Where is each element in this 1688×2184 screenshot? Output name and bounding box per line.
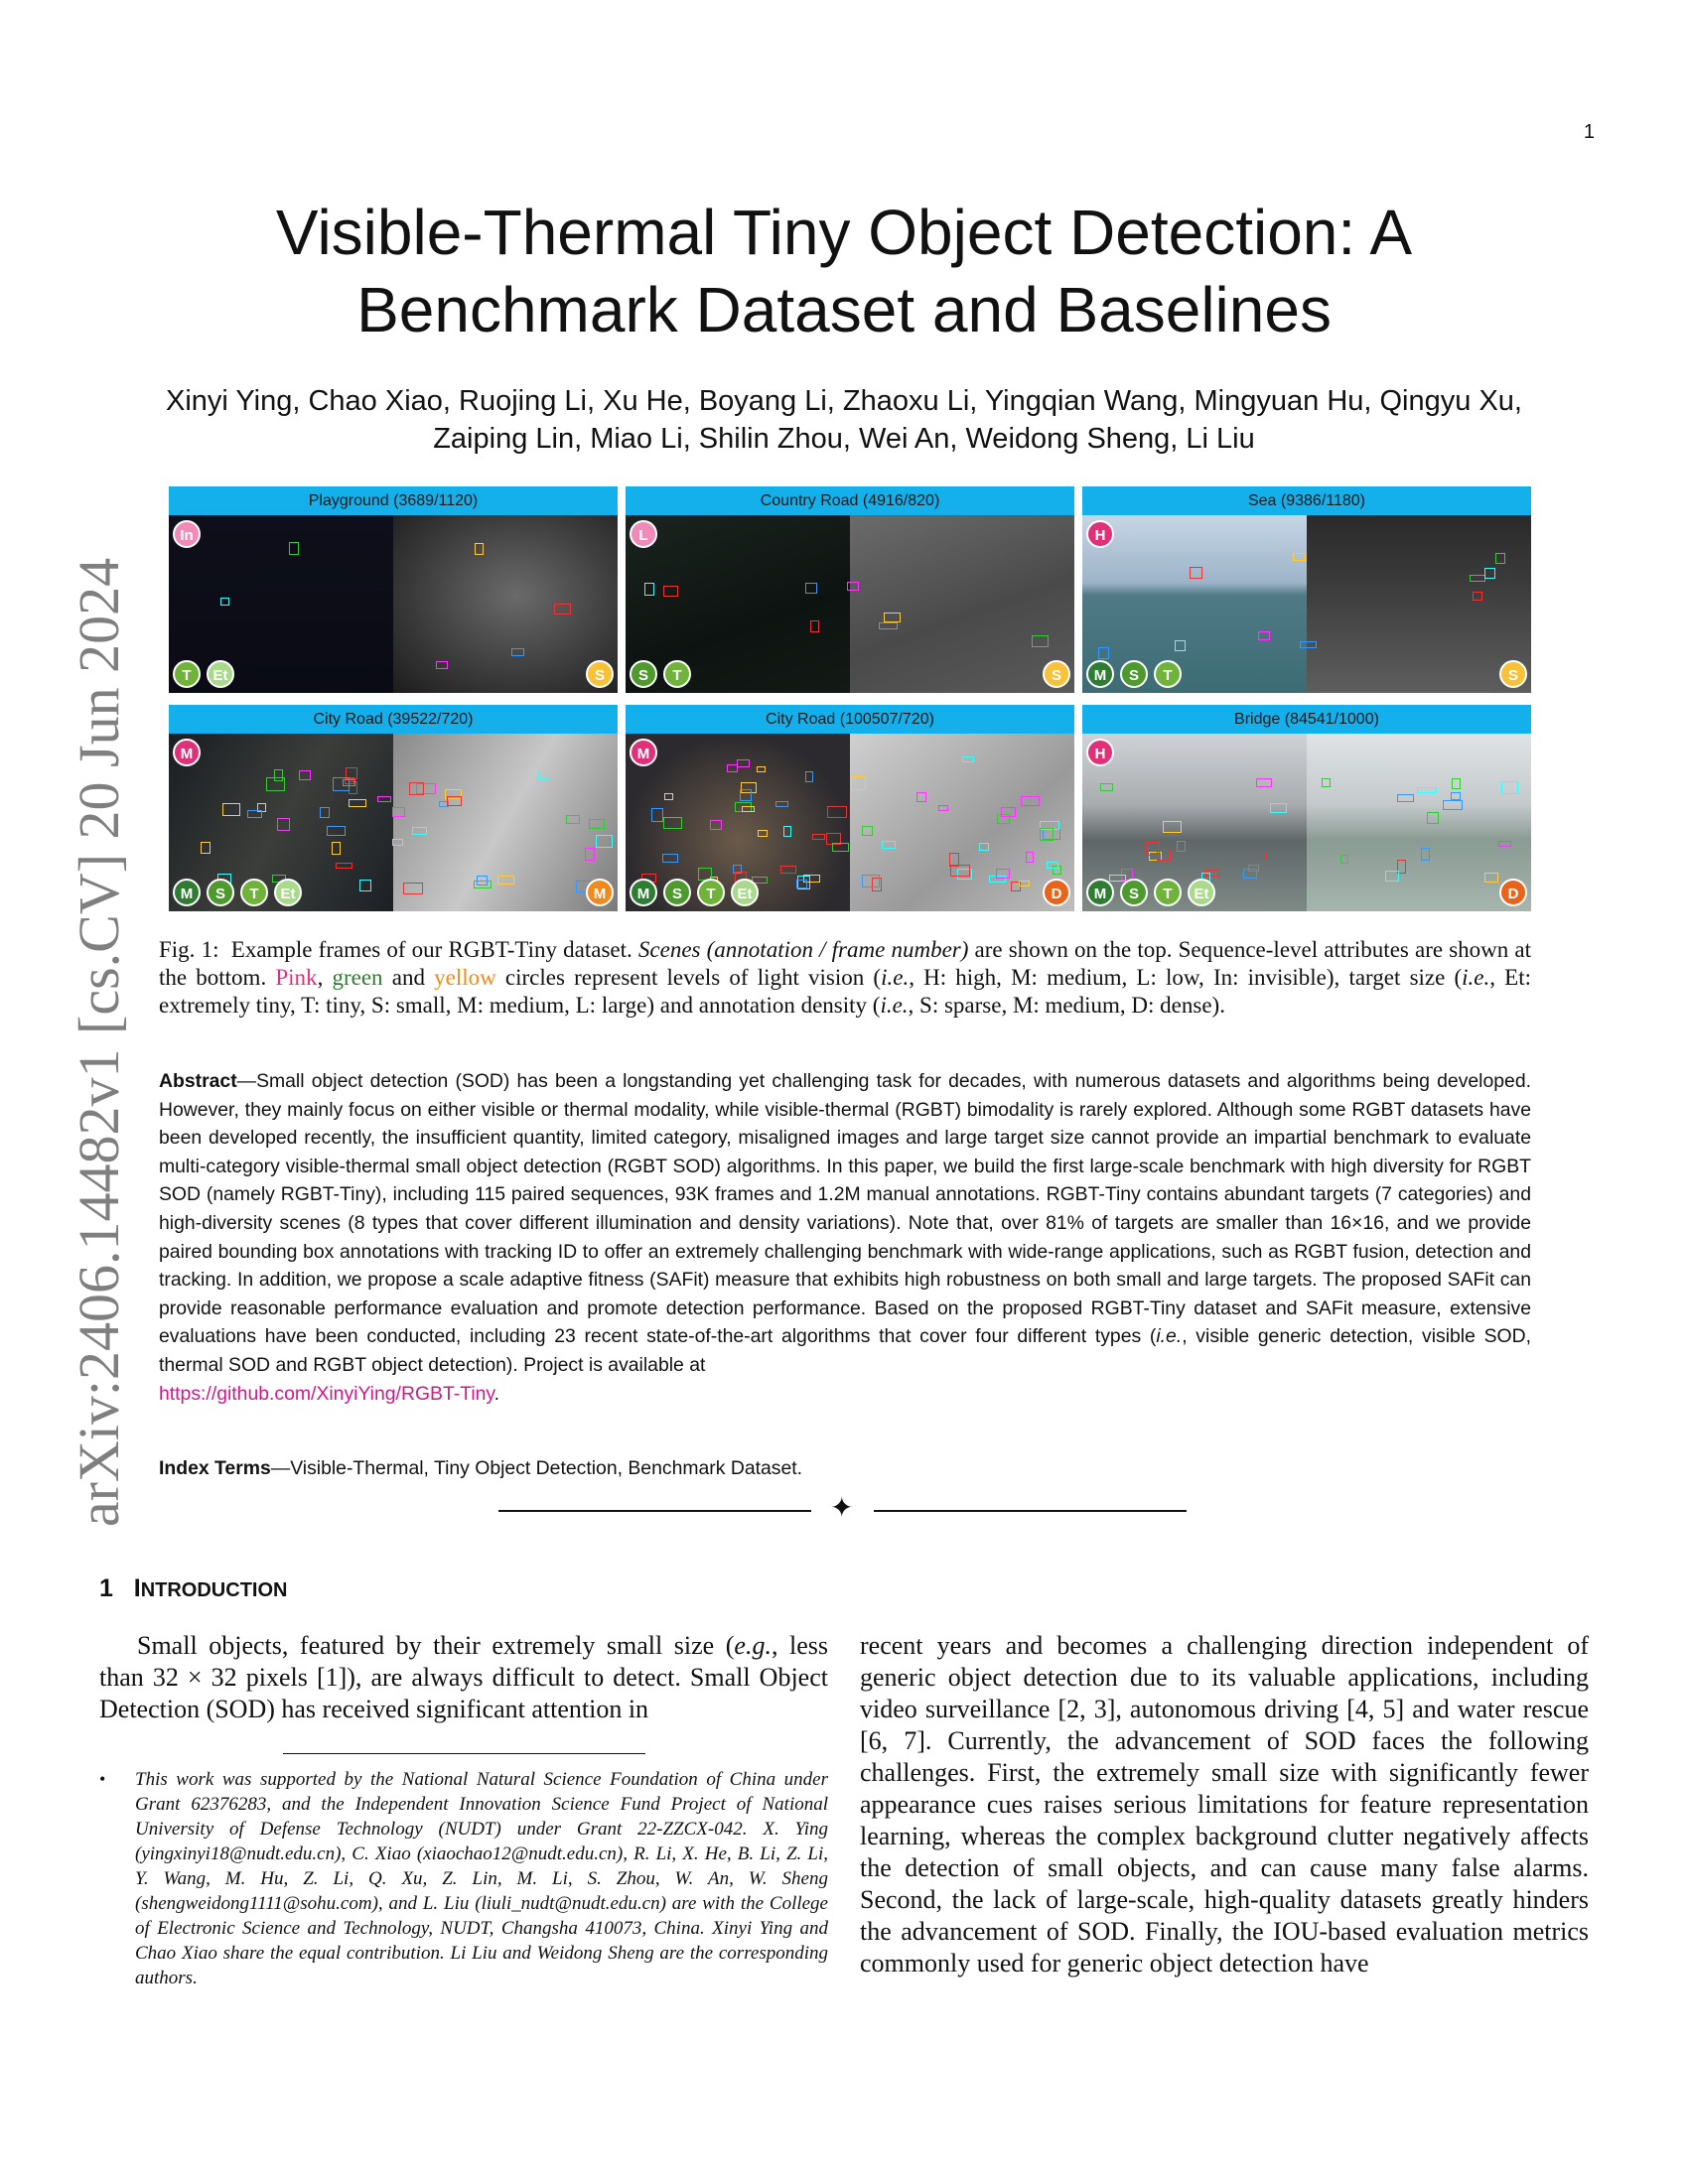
annotation-box bbox=[1300, 641, 1317, 648]
visible-image bbox=[1082, 515, 1307, 693]
caption-label: Fig. 1: bbox=[159, 937, 219, 962]
annotation-box bbox=[710, 820, 721, 831]
annotation-box bbox=[327, 826, 346, 835]
annotation-box bbox=[566, 815, 580, 824]
annotation-box bbox=[847, 582, 859, 591]
target-size-badge: Et bbox=[274, 879, 302, 906]
panel-image bbox=[1082, 515, 1531, 693]
figure-panel bbox=[1082, 486, 1531, 693]
light-level-badge: H bbox=[1086, 739, 1114, 766]
annotation-box bbox=[1243, 869, 1257, 879]
page-number: 1 bbox=[1583, 121, 1595, 143]
annotation-box bbox=[392, 807, 405, 817]
visible-image bbox=[626, 515, 850, 693]
annotation-box bbox=[1270, 803, 1286, 813]
annotation-box bbox=[1470, 575, 1485, 582]
panel-title: Sea (9386/1180) bbox=[1082, 486, 1531, 515]
panel-title: Country Road (4916/820) bbox=[626, 486, 1074, 515]
caption-text: Example frames of our RGBT-Tiny dataset. bbox=[230, 937, 633, 962]
section-title: NTRODUCTION bbox=[140, 1579, 288, 1601]
annotation-box bbox=[758, 830, 768, 837]
density-badge: S bbox=[1043, 660, 1070, 688]
light-level-badge: M bbox=[173, 739, 201, 766]
annotation-box bbox=[1397, 794, 1414, 802]
annotation-box bbox=[727, 764, 738, 772]
annotation-box bbox=[1498, 841, 1511, 847]
caption-text: Scenes (annotation / frame number) bbox=[637, 937, 969, 962]
annotation-box bbox=[805, 771, 813, 781]
annotation-box bbox=[663, 586, 678, 597]
annotation-box bbox=[222, 803, 241, 815]
annotation-box bbox=[1175, 640, 1186, 651]
target-size-badge: M bbox=[1086, 879, 1114, 906]
annotation-box bbox=[1293, 553, 1306, 561]
light-level-badge: In bbox=[173, 520, 201, 548]
target-size-badge: Et bbox=[731, 879, 759, 906]
density-badge: D bbox=[1499, 879, 1527, 906]
annotation-box bbox=[664, 793, 672, 800]
annotation-box bbox=[796, 880, 808, 888]
body-text: Small objects, featured by their extremely small size ( bbox=[137, 1631, 735, 1660]
light-level-badge: L bbox=[630, 520, 657, 548]
annotation-box bbox=[1098, 647, 1109, 659]
annotation-box bbox=[436, 661, 448, 669]
abstract-text: . bbox=[493, 1382, 500, 1405]
annotation-box bbox=[644, 583, 654, 596]
thermal-image bbox=[1307, 515, 1531, 693]
annotation-box bbox=[554, 604, 571, 614]
annotation-box bbox=[392, 839, 403, 846]
light-level-badge: M bbox=[630, 739, 657, 766]
annotation-box bbox=[879, 622, 898, 628]
panel-image bbox=[169, 515, 618, 693]
target-size-badge: T bbox=[173, 660, 201, 688]
right-column-paragraph: recent years and becomes a challenging direction independent of generic object detection due to its valuable applications, including video surveillance [2, 3], autonomous driving [4, 5] and water rescue [6, 7]. Currently, the advancement of SOD faces the following challenges. First, the extremely small size with significantly fewer appearance cues raises serious limitations for feature representation learning, whereas the complex background clutter negatively affects the detection of small objects, and can cause many false alarms. Second, the lack of large-scale, high-quality datasets greatly hinders the advancement of SOD. Finally, the IOU-based evaluation metrics commonly used for generic object detection have bbox=[860, 1631, 1589, 1978]
annotation-box bbox=[862, 826, 873, 835]
annotation-box bbox=[737, 759, 750, 767]
annotation-box bbox=[596, 835, 613, 847]
footnote: This work was supported by the National Natural Science Foundation of China under Grant 62376283, and the Independent Innovation Science Fund Project of National University of Defense Technology (NUDT) under Grant 22-ZZCX-042. X. Ying (yingxinyi18@nudt.edu.cn), C. Xiao (xiaochao12@nudt.edu.cn), R. Li, X. He, B. Li, Z. Li, Y. Wang, M. Hu, Z. Li, Q. Xu, Z. Lin, M. Li, S. Zhou, W. An, W. Sheng (shengweidong1111@sohu.com), and L. Liu (liuli_nudt@nudt.edu.cn) are with the College of Electronic Science and Technology, NUDT, Changsha 410073, China. Xinyi Ying and Chao Xiao share the equal contribution. Li Liu and Weidong Sheng are the corresponding authors. bbox=[135, 1769, 828, 1988]
annotation-box bbox=[851, 776, 867, 790]
target-size-badge: S bbox=[1120, 660, 1148, 688]
annotation-box bbox=[585, 848, 595, 861]
target-size-badge: M bbox=[1086, 660, 1114, 688]
separator-line-left bbox=[498, 1510, 811, 1512]
density-badge: S bbox=[1499, 660, 1527, 688]
annotation-box bbox=[662, 854, 679, 864]
annotation-box bbox=[1040, 828, 1054, 841]
annotation-box bbox=[740, 789, 752, 801]
thermal-image bbox=[850, 515, 1074, 693]
annotation-box bbox=[979, 843, 989, 851]
annotation-box bbox=[497, 876, 514, 885]
body-text: e.g. bbox=[734, 1631, 772, 1660]
annotation-box bbox=[475, 543, 484, 555]
caption-text: i.e. bbox=[1462, 965, 1490, 990]
visible-image bbox=[169, 515, 393, 693]
annotation-box bbox=[1443, 800, 1463, 811]
separator-diamond-icon: ✦ bbox=[830, 1493, 854, 1524]
annotation-box bbox=[1451, 792, 1461, 800]
annotation-box bbox=[1385, 871, 1399, 883]
section-heading bbox=[99, 1574, 287, 1603]
figure-1 bbox=[169, 486, 1531, 921]
annotation-box bbox=[882, 841, 896, 850]
annotation-box bbox=[589, 819, 604, 829]
annotation-box bbox=[247, 810, 262, 817]
annotation-box bbox=[1495, 553, 1506, 564]
figure-panel bbox=[626, 705, 1074, 911]
annotation-box bbox=[1163, 821, 1183, 833]
thermal-image bbox=[393, 515, 618, 693]
annotation-box bbox=[1047, 862, 1058, 869]
annotation-box bbox=[1256, 778, 1272, 786]
caption-text: , bbox=[317, 965, 324, 990]
annotation-box bbox=[780, 866, 797, 874]
abstract bbox=[159, 1067, 1531, 1408]
annotation-box bbox=[277, 818, 290, 831]
annotation-box bbox=[1021, 796, 1039, 806]
annotation-box bbox=[336, 863, 352, 869]
abstract-label: Abstract bbox=[159, 1070, 237, 1092]
annotation-box bbox=[783, 826, 791, 837]
target-size-badge: T bbox=[1154, 879, 1182, 906]
target-size-badge: S bbox=[630, 660, 657, 688]
annotation-box bbox=[320, 807, 330, 818]
annotation-box bbox=[511, 648, 524, 656]
annotation-box bbox=[409, 782, 424, 795]
target-size-badge: S bbox=[1120, 879, 1148, 906]
annotation-box bbox=[832, 843, 849, 851]
annotation-box bbox=[775, 801, 787, 807]
density-badge: S bbox=[586, 660, 614, 688]
caption-text: are shown on the top. Sequence-level attributes are shown at the bottom. bbox=[159, 937, 1532, 990]
annotation-box bbox=[1019, 881, 1030, 887]
annotation-box bbox=[1501, 781, 1517, 794]
body-text: , less than 32 × 32 pixels [1]), are always difficult to detect. Small Object Detection (SOD) has received significant attention in bbox=[99, 1631, 829, 1723]
annotation-box bbox=[1322, 778, 1331, 787]
left-column-paragraph bbox=[99, 1630, 828, 1725]
panel-image bbox=[626, 515, 1074, 693]
section-title: I bbox=[133, 1574, 141, 1602]
panel-image bbox=[626, 734, 1074, 911]
annotation-box bbox=[962, 756, 975, 762]
abstract-text: , visible generic detection, visible SOD, thermal SOD and RGBT object detection). Project is available at bbox=[159, 1325, 1531, 1376]
figure-panel bbox=[1082, 705, 1531, 911]
annotation-box bbox=[477, 876, 488, 886]
figure-caption bbox=[159, 936, 1531, 1020]
annotation-box bbox=[742, 806, 755, 812]
arxiv-stamp: arXiv:2406.14482v1 [cs.CV] 20 Jun 2024 bbox=[67, 557, 131, 1528]
annotation-box bbox=[1421, 848, 1430, 861]
caption-text: i.e. bbox=[880, 993, 909, 1018]
annotation-box bbox=[757, 766, 766, 772]
target-size-badge: T bbox=[1154, 660, 1182, 688]
panel-title: City Road (39522/720) bbox=[169, 705, 618, 734]
annotation-box bbox=[1258, 631, 1270, 641]
annotation-box bbox=[1032, 635, 1050, 647]
panel-image bbox=[1082, 734, 1531, 911]
caption-text: , H: high, M: medium, L: low, In: invisible), target size ( bbox=[909, 965, 1463, 990]
annotation-box bbox=[403, 883, 423, 894]
annotation-box bbox=[289, 542, 298, 555]
annotation-box bbox=[333, 777, 350, 791]
authors-line-1: Xinyi Ying, Chao Xiao, Ruojing Li, Xu He, Boyang Li, Zhaoxu Li, Yingqian Wang, Mingyuan Hu, Qingyu Xu, bbox=[166, 385, 1522, 417]
annotation-box bbox=[1177, 841, 1186, 852]
annotation-box bbox=[1484, 873, 1498, 884]
authors bbox=[129, 382, 1559, 458]
abstract-text: i.e. bbox=[1156, 1325, 1183, 1348]
annotation-box bbox=[1473, 592, 1481, 600]
thermal-image bbox=[1307, 734, 1531, 911]
footnote-bullet: • bbox=[99, 1769, 106, 1789]
annotation-box bbox=[996, 869, 1011, 879]
target-size-badge: M bbox=[630, 879, 657, 906]
target-size-badge: T bbox=[697, 879, 725, 906]
annotation-box bbox=[1001, 807, 1016, 816]
target-size-badge: S bbox=[207, 879, 234, 906]
annotation-box bbox=[827, 806, 847, 818]
paper-title bbox=[149, 194, 1539, 348]
figure-panel bbox=[169, 486, 618, 693]
panel-title: City Road (100507/720) bbox=[626, 705, 1074, 734]
annotation-box bbox=[1026, 852, 1035, 864]
annotation-box bbox=[274, 769, 283, 780]
panel-image bbox=[169, 734, 618, 911]
footnote-rule bbox=[283, 1753, 645, 1754]
annotation-box bbox=[538, 771, 550, 779]
section-number: 1 bbox=[99, 1574, 113, 1602]
annotation-box bbox=[1484, 568, 1495, 579]
separator-line-right bbox=[874, 1510, 1187, 1512]
project-link[interactable]: https://github.com/XinyiYing/RGBT-Tiny bbox=[159, 1382, 494, 1405]
target-size-badge: Et bbox=[1188, 879, 1215, 906]
annotation-box bbox=[884, 613, 901, 622]
panel-title: Playground (3689/1120) bbox=[169, 486, 618, 515]
figure-panel bbox=[169, 705, 618, 911]
annotation-box bbox=[805, 583, 817, 593]
annotation-box bbox=[938, 805, 948, 811]
caption-text: , S: sparse, M: medium, D: dense). bbox=[908, 993, 1225, 1018]
caption-text: and bbox=[391, 965, 425, 990]
annotation-box bbox=[916, 792, 926, 802]
index-terms-label: Index Terms bbox=[159, 1457, 271, 1479]
caption-yellow-word: yellow bbox=[434, 965, 496, 990]
annotation-box bbox=[950, 865, 970, 876]
annotation-box bbox=[810, 620, 819, 631]
target-size-badge: Et bbox=[207, 660, 234, 688]
annotation-box bbox=[332, 842, 341, 855]
target-size-badge: S bbox=[663, 879, 691, 906]
annotation-box bbox=[812, 834, 825, 840]
authors-line-2: Zaiping Lin, Miao Li, Shilin Zhou, Wei An, Weidong Sheng, Li Liu bbox=[433, 423, 1255, 455]
caption-text: , Et: extremely tiny, T: tiny, S: small, M: medium, L: large) and annotation density ( bbox=[159, 965, 1532, 1018]
annotation-box bbox=[1421, 789, 1433, 797]
title-line-1: Visible-Thermal Tiny Object Detection: A bbox=[275, 197, 1413, 268]
density-badge: D bbox=[1043, 879, 1070, 906]
caption-text: circles represent levels of light vision ( bbox=[504, 965, 882, 990]
annotation-box bbox=[651, 808, 663, 822]
annotation-box bbox=[1340, 855, 1349, 864]
annotation-box bbox=[377, 796, 390, 803]
annotation-box bbox=[447, 796, 462, 806]
annotation-box bbox=[663, 817, 683, 829]
target-size-badge: T bbox=[240, 879, 268, 906]
annotation-box bbox=[1256, 853, 1266, 860]
caption-pink-word: Pink bbox=[275, 965, 318, 990]
title-line-2: Benchmark Dataset and Baselines bbox=[356, 274, 1332, 345]
light-level-badge: H bbox=[1086, 520, 1114, 548]
annotation-box bbox=[1157, 849, 1171, 861]
annotation-box bbox=[220, 598, 229, 605]
caption-text: i.e. bbox=[881, 965, 910, 990]
caption-green-word: green bbox=[332, 965, 383, 990]
annotation-box bbox=[359, 880, 371, 891]
annotation-box bbox=[349, 799, 366, 807]
annotation-box bbox=[412, 827, 427, 835]
annotation-box bbox=[1109, 875, 1126, 882]
target-size-badge: M bbox=[173, 879, 201, 906]
annotation-box bbox=[299, 770, 310, 780]
density-badge: M bbox=[586, 879, 614, 906]
annotation-box bbox=[1427, 812, 1439, 825]
annotation-box bbox=[862, 875, 880, 887]
annotation-box bbox=[1190, 567, 1203, 579]
panel-title: Bridge (84541/1000) bbox=[1082, 705, 1531, 734]
annotation-box bbox=[1452, 778, 1461, 789]
abstract-text: —Small object detection (SOD) has been a longstanding yet challenging task for decades, with numerous datasets and algorithms being developed. However, they mainly focus on either visible or thermal modality, while visible-thermal (RGBT) bimodality is rarely explored. Although some RGBT datasets have been developed recently, the insufficient quantity, limited category, misaligned images and large target size cannot provide an impartial benchmark to evaluate multi-category visible-thermal small object detection (RGBT SOD) algorithms. In this paper, we build the first large-scale benchmark with high diversity for RGBT SOD (namely RGBT-Tiny), including 115 paired sequences, 93K frames and 1.2M manual annotations. RGBT-Tiny contains abundant targets (7 categories) and high-diversity scenes (8 types that cover different illumination and density variations). Note that, over 81% of targets are smaller than 16×16, and we provide paired bounding box annotations with tracking ID to offer an extremely challenging benchmark with wide-range applications, such as RGBT fusion, detection and tracking. In addition, we propose a scale adaptive fitness (SAFit) measure that exhibits high robustness on both small and large targets. The proposed SAFit can provide reasonable performance evaluation and promote detection performance. Based on the proposed RGBT-Tiny dataset and SAFit measure, extensive evaluations have been conducted, including 23 recent state-of-the-art algorithms that cover four different types ( bbox=[159, 1070, 1531, 1348]
index-terms bbox=[159, 1454, 1531, 1482]
annotation-box bbox=[201, 842, 211, 854]
target-size-badge: T bbox=[663, 660, 691, 688]
figure-panel bbox=[626, 486, 1074, 693]
annotation-box bbox=[1100, 783, 1113, 792]
index-terms-text: —Visible-Thermal, Tiny Object Detection, Benchmark Dataset. bbox=[270, 1457, 803, 1479]
